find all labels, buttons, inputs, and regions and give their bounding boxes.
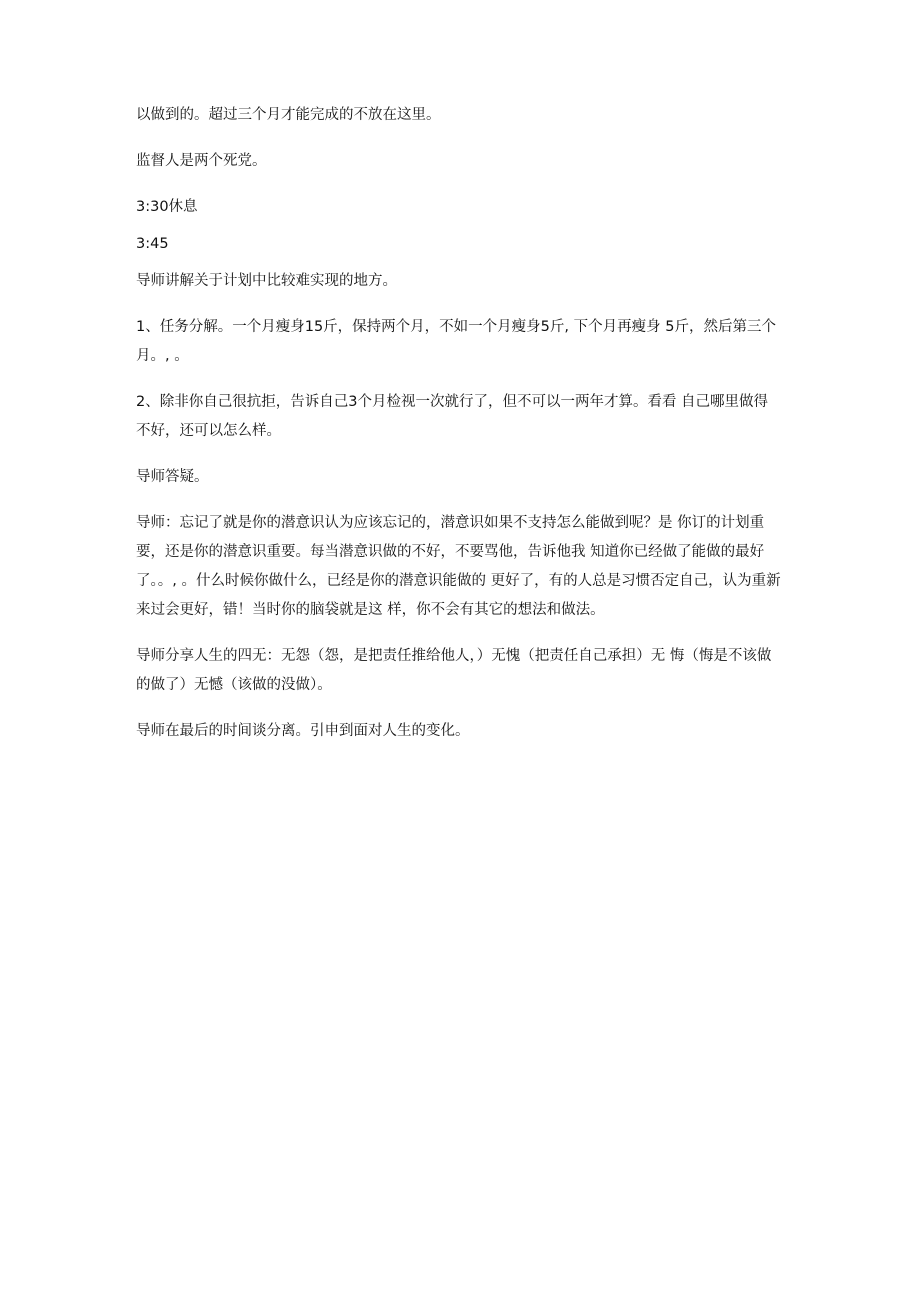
paragraph-mentor-answer: 导师：忘记了就是你的潜意识认为应该忘记的，潜意识如果不支持怎么能做到呢？是 你订的计划重要，还是你的潜意识重要。每当潜意识做的不好，不要骂他，告诉他我 知道你已经做了能做的最好了。。, 。什么时候你做什么，已经是你的潜意识能做的 更好了，有的人总是习惯否定自己，认为重新来过会更好，错！当时你的脑袋就是这 样，你不会有其它的想法和做法。 bbox=[136, 515, 781, 618]
paragraph-supervisor: 监督人是两个死党。 bbox=[136, 153, 267, 169]
paragraph-point-2: 2、除非你自己很抗拒，告诉自己3个月检视一次就行了，但不可以一两年才算。看看 自己哪里做得不好，还可以怎么样。 bbox=[136, 394, 769, 439]
paragraph-resume-time: 3:45 bbox=[136, 236, 169, 252]
document-body bbox=[136, 101, 781, 763]
paragraph-break-time: 3:30休息 bbox=[136, 199, 198, 215]
paragraph-qa-heading: 导师答疑。 bbox=[136, 469, 209, 485]
paragraph-mentor-explains: 导师讲解关于计划中比较难实现的地方。 bbox=[136, 273, 397, 289]
paragraph-separation: 导师在最后的时间谈分离。引申到面对人生的变化。 bbox=[136, 723, 470, 739]
paragraph-goal-timeframe: 以做到的。超过三个月才能完成的不放在这里。 bbox=[136, 107, 441, 123]
paragraph-four-nos: 导师分享人生的四无：无怨（怨，是把责任推给他人，）无愧（把责任自己承担）无 悔（悔是不该做的做了）无憾（该做的没做）。 bbox=[136, 648, 772, 693]
paragraph-point-1: 1、任务分解。一个月瘦身15斤，保持两个月，不如一个月瘦身5斤, 下个月再瘦身 5斤，然后第三个月。, 。 bbox=[136, 319, 776, 364]
